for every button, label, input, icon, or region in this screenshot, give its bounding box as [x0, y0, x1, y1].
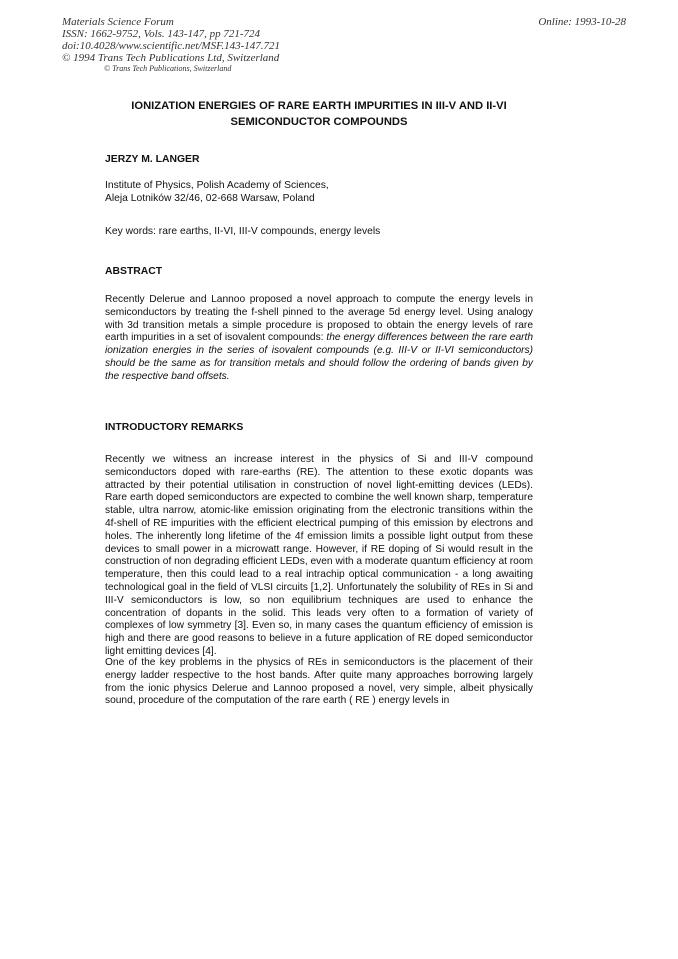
abstract-italic: the energy differences between the rare earth ionization energies in the series of isovalent compounds (e.g. III-V or II-VI semiconductors) should be the same as for transition metals and should follow the ordering of bands given by the respective band offsets. — [105, 332, 533, 382]
title-line-1: IONIZATION ENERGIES OF RARE EARTH IMPURITIES IN III-V AND II-VI — [131, 100, 507, 112]
abstract-plain: Recently Delerue and Lannoo proposed a novel approach to compute the energy levels in semiconductors by treating the f-shell pinned to the average 5d energy level. Using analogy with 3d transition metals a simple procedure is proposed to obtain the energy levels of rare earth impurities in a set of isovalent compounds: — [105, 294, 533, 344]
doi-line: doi:10.4028/www.scientific.net/MSF.143-147.721 — [62, 40, 281, 52]
publication-header — [62, 16, 280, 64]
affiliation-line-1: Institute of Physics, Polish Academy of Sciences, — [105, 180, 329, 191]
abstract-text — [105, 294, 533, 384]
intro-paragraph-1: Recently we witness an increase interest in the physics of Si and III-V compound semiconductors doped with rare-earths (RE). The attention to these exotic dopants was attracted by their potential utilisation in construction of novel light-emitting devices (LEDs). Rare earth doped semiconductors are expected to combine the well known sharp, temperature stable, ultra narrow, atomic-like emission originating from the electronic transitions within the 4f-shell of RE impurities with the efficient electrical pumping of this emission by electrons and holes. The inherently long lifetime of the 4f emission limits a possible light output from these devices to small power in a microwatt range. However, if RE doping of Si would result in the construction of non degrading efficient LEDs, even with a moderate quantum efficiency at room temperature, then this could lead to a real intrachip optical communication - a long awaiting technological goal in the field of VLSI circuits [1,2]. Unfortunately the solubility of REs in Si and III-V semiconductors is low, so non equilibrium techniques are used to enhance the concentration of dopants in the solid. This leads very often to a formation of variety of complexes of low symmetry [3]. Even so, in many cases the quantum efficiency of emission is high and there are good reasons to believe in a future application of RE doped semiconductor light emitting devices [4]. — [105, 454, 533, 657]
keywords: Key words: rare earths, II-VI, III-V compounds, energy levels — [105, 226, 381, 237]
issn-line: ISSN: 1662-9752, Vols. 143-147, pp 721-724 — [62, 28, 260, 40]
abstract-heading: ABSTRACT — [105, 266, 163, 277]
affiliation-line-2: Aleja Lotników 32/46, 02-668 Warsaw, Poland — [105, 193, 315, 204]
paper-title — [105, 98, 533, 130]
title-line-2: SEMICONDUCTOR COMPOUNDS — [230, 116, 408, 128]
journal-name: Materials Science Forum — [62, 16, 174, 28]
copyright-line: © 1994 Trans Tech Publications Ltd, Switzerland — [62, 52, 280, 64]
publisher-stamp: © Trans Tech Publications, Switzerland — [104, 64, 232, 73]
intro-paragraph-2: One of the key problems in the physics of REs in semiconductors is the placement of their energy ladder respective to the host bands. After quite many approaches borrowing largely from the ionic physics Delerue and Lannoo proposed a novel, very simple, albeit physically sound, procedure of the computation of the rare earth ( RE ) energy levels in — [105, 657, 533, 707]
affiliation — [105, 179, 533, 205]
author-name: JERZY M. LANGER — [105, 154, 200, 165]
intro-heading: INTRODUCTORY REMARKS — [105, 422, 244, 433]
online-date: Online: 1993-10-28 — [538, 16, 626, 28]
